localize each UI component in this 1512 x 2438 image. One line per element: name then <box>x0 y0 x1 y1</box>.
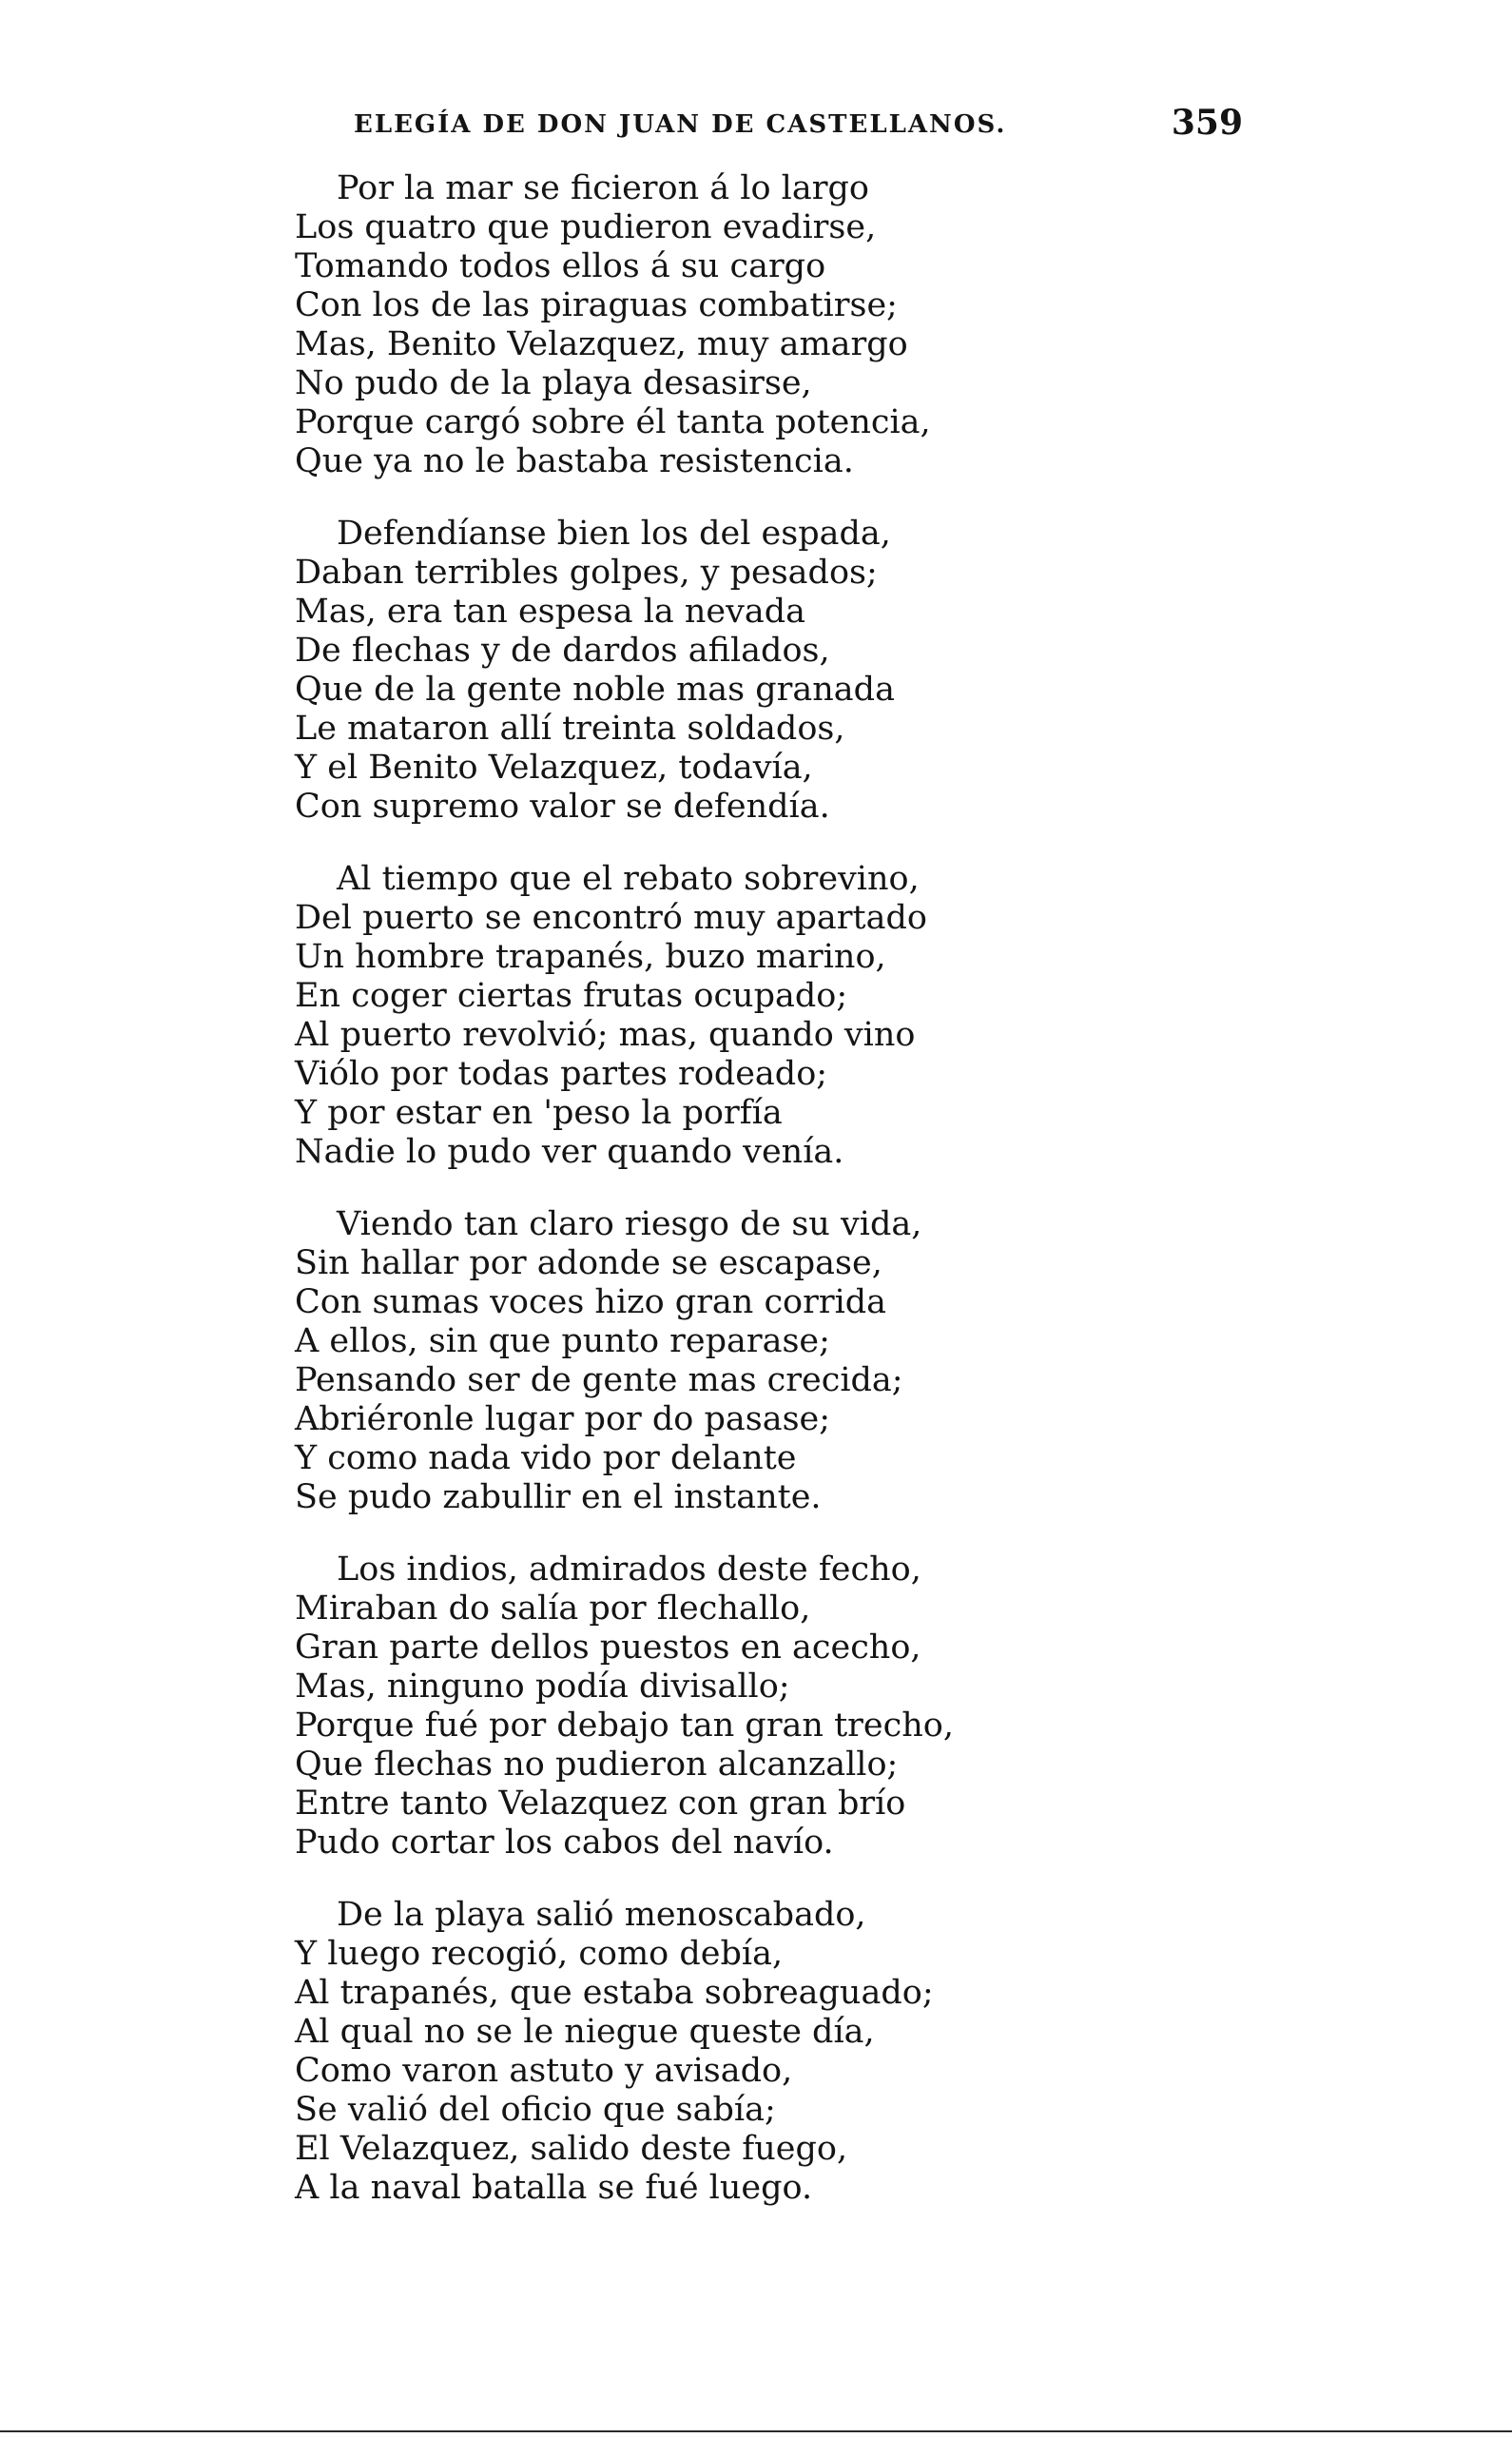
verse-line: Se valió del oficio que sabía; <box>295 2091 776 2129</box>
verse-line: Un hombre trapanés, buzo marino, <box>295 938 886 976</box>
verse-line: Al qual no se le niegue queste día, <box>295 2013 875 2051</box>
verse-line: De flechas y de dardos afilados, <box>295 632 830 670</box>
verse-line: Viendo tan claro riesgo de su vida, <box>337 1205 922 1243</box>
verse-line: Mas, era tan espesa la nevada <box>295 593 806 631</box>
stanza <box>295 860 1018 1172</box>
verse-line: Al tiempo que el rebato sobrevino, <box>337 860 920 898</box>
verse-line: Nadie lo pudo ver quando venía. <box>295 1133 844 1171</box>
verse-line: A la naval batalla se fué luego. <box>295 2169 813 2207</box>
stanza <box>295 515 1018 827</box>
verse-line: Y como nada vido por delante <box>295 1439 797 1477</box>
verse-line: Miraban do salía por flechallo, <box>295 1590 811 1628</box>
verse-line: Como varon astuto y avisado, <box>295 2052 793 2090</box>
verse-line: En coger ciertas frutas ocupado; <box>295 977 848 1015</box>
verse-line: Mas, Benito Velazquez, muy amargo <box>295 325 908 363</box>
verse-line: Entre tanto Velazquez con gran brío <box>295 1785 906 1823</box>
poem <box>295 169 1018 2241</box>
verse-line: Al trapanés, que estaba sobreaguado; <box>295 1974 934 2012</box>
verse-line: Que de la gente noble mas granada <box>295 671 895 709</box>
verse-line: Y el Benito Velazquez, todavía, <box>295 749 813 787</box>
page-number: 359 <box>1171 103 1243 143</box>
verse-line: Le mataron allí treinta soldados, <box>295 710 845 748</box>
verse-line: Sin hallar por adonde se escapase, <box>295 1244 882 1282</box>
verse-line: De la playa salió menoscabado, <box>337 1896 866 1934</box>
running-head <box>354 103 1243 156</box>
verse-line: Con sumas voces hizo gran corrida <box>295 1283 887 1321</box>
verse-line: Y por estar en 'peso la porfía <box>295 1094 783 1132</box>
verse-line: Se pudo zabullir en el instante. <box>295 1478 822 1516</box>
verse-line: A ellos, sin que punto reparase; <box>295 1322 830 1360</box>
verse-line: Que flechas no pudieron alcanzallo; <box>295 1746 899 1784</box>
verse-line: Del puerto se encontró muy apartado <box>295 899 927 937</box>
verse-line: Los indios, admirados deste fecho, <box>337 1551 921 1589</box>
verse-line: Defendíanse bien los del espada, <box>337 515 891 553</box>
verse-line: Gran parte dellos puestos en acecho, <box>295 1629 921 1667</box>
verse-line: Con supremo valor se defendía. <box>295 788 830 826</box>
verse-line: Porque fué por debajo tan gran trecho, <box>295 1707 954 1745</box>
stanza <box>295 1896 1018 2208</box>
verse-line: Viólo por todas partes rodeado; <box>295 1055 828 1093</box>
verse-line: Mas, ninguno podía divisallo; <box>295 1668 790 1706</box>
running-title: ELEGÍA DE DON JUAN DE CASTELLANOS. <box>354 110 1007 139</box>
verse-line: No pudo de la playa desasirse, <box>295 364 812 402</box>
verse-line: Con los de las piraguas combatirse; <box>295 286 898 324</box>
verse-line: Que ya no le bastaba resistencia. <box>295 442 854 480</box>
stanza <box>295 1205 1018 1517</box>
verse-line: Por la mar se ficieron á lo largo <box>337 169 869 207</box>
verse-line: Al puerto revolvió; mas, quando vino <box>295 1016 916 1054</box>
stanza <box>295 1551 1018 1863</box>
stanza <box>295 169 1018 481</box>
verse-line: Y luego recogió, como debía, <box>295 1935 784 1973</box>
verse-line: Tomando todos ellos á su cargo <box>295 247 826 285</box>
verse-line: Abriéronle lugar por do pasase; <box>295 1400 831 1438</box>
verse-line: Pudo cortar los cabos del navío. <box>295 1824 834 1862</box>
verse-line: Los quatro que pudieron evadirse, <box>295 208 877 246</box>
verse-line: Porque cargó sobre él tanta potencia, <box>295 403 931 441</box>
verse-line: Daban terribles golpes, y pesados; <box>295 554 878 592</box>
verse-line: El Velazquez, salido deste fuego, <box>295 2130 848 2168</box>
verse-line: Pensando ser de gente mas crecida; <box>295 1361 903 1399</box>
bottom-rule <box>0 2430 1512 2432</box>
